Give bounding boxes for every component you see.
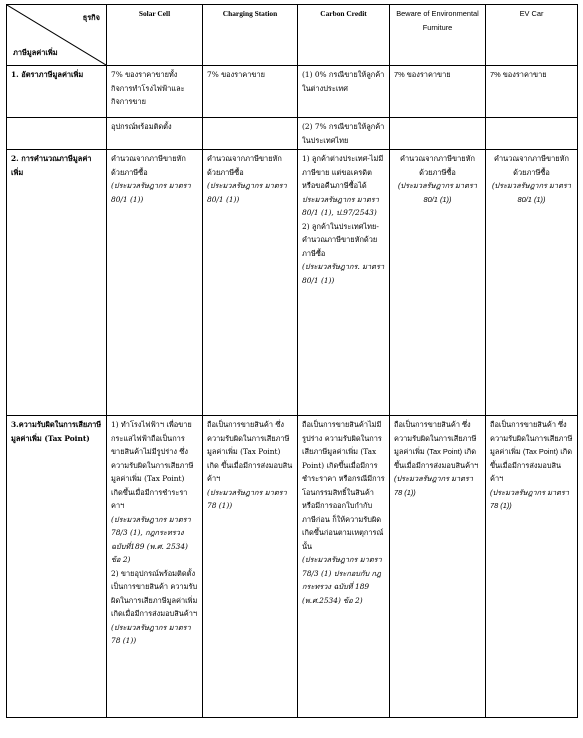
- table-row-calculation: [7, 150, 578, 416]
- cell-charging-rate: 7% ของราคาขาย: [203, 66, 298, 118]
- beware-calc-ref: (ประมวลรัษฎากร มาตรา 80/1 (1)): [397, 181, 478, 204]
- ev-taxpoint-ref: (ประมวลรัษฎากร มาตรา 78 (1)): [490, 487, 570, 510]
- cell-beware-calc: [390, 150, 486, 416]
- corner-header-cell: [7, 5, 107, 66]
- solar-taxpoint-ref-1: (ประมวลรัษฎากร มาตรา 78/3 (1), กฎกระทรวง ฉบับที่189 (พ.ศ. 2534) ข้อ 2): [111, 514, 191, 564]
- cell-solar-taxpoint: [107, 416, 203, 718]
- column-header-ev: EV Car: [486, 5, 578, 66]
- row-label-tax-point: 3.ความรับผิดในการเสียภาษีมูลค่าเพิ่ม (Tax Point): [7, 416, 107, 718]
- cell-carbon-rate: (1) 0% กรณีขายให้ลูกค้าในต่างประเทศ: [298, 66, 390, 118]
- table-row-tax-point: [7, 416, 578, 718]
- column-header-solar: Solar Cell: [107, 5, 203, 66]
- column-header-charging: Charging Station: [203, 5, 298, 66]
- cell-ev-calc: [486, 150, 578, 416]
- cell-carbon-calc: [298, 150, 390, 416]
- charging-calc-text: คำนวณจากภาษีขายหักด้วยภาษีซื้อ: [207, 154, 282, 177]
- beware-taxpoint-ref: (ประมวลรัษฎากร มาตรา 78 (1)): [394, 474, 474, 497]
- cell-charging-taxpoint: [203, 416, 298, 718]
- carbon-calc-ref-2: (ประมวลรัษฎากร. มาตรา 80/1 (1)): [302, 262, 385, 285]
- vat-comparison-table: [6, 4, 578, 718]
- carbon-calc-item-2: 2) ลูกค้าในประเทศไทย-คำนวณภาษีขายหักด้วยภาษีซื้อ: [302, 221, 379, 258]
- cell-beware-rate: 7% ของราคาขาย: [390, 66, 486, 118]
- cell-ev-empty: [486, 118, 578, 150]
- header-row: [7, 5, 578, 66]
- beware-calc-text: คำนวณจากภาษีขายหักด้วยภาษีซื้อ: [400, 154, 475, 177]
- ev-calc-text: คำนวณจากภาษีขายหักด้วยภาษีซื้อ: [494, 154, 569, 177]
- cell-ev-taxpoint: [486, 416, 578, 718]
- charging-taxpoint-ref: (ประมวลรัษฎากร มาตรา 78 (1)): [207, 487, 287, 510]
- beware-taxpoint-text: ถือเป็นการขายสินค้า ซึ่งความรับผิดในการเสียภาษีมูลค่าเพิ่ม (Tax Point) เกิด ขึ้นเมื่อมีการส่งมอบสินค้าฯ: [394, 420, 479, 470]
- cell-carbon-rate-cont: (2) 7% กรณีขายให้ลูกค้าในประเทศไทย: [298, 118, 390, 150]
- carbon-taxpoint-ref: (ประมวลรัษฎากร มาตรา 78/3 (1) ประกอบกับ กฎกระทรวง ฉบับที่ 189 (พ.ศ.2534) ข้อ 2): [302, 555, 382, 605]
- cell-charging-calc: [203, 150, 298, 416]
- solar-taxpoint-item-1: 1) ทำโรงไฟฟ้าฯ เพื่อขายกระแสไฟฟ้าถือเป็นการขายสินค้าไม่มีรูปร่าง ซึ่งความรับผิดในการเสียภาษีมูลค่าเพิ่ม (Tax Point) เกิดขึ้นเมื่อมีการชำระราคาฯ: [111, 420, 194, 510]
- row-label-empty: [7, 118, 107, 150]
- cell-beware-taxpoint: [390, 416, 486, 718]
- charging-calc-ref: (ประมวลรัษฎากร มาตรา 80/1 (1)): [207, 181, 287, 204]
- carbon-taxpoint-text: ถือเป็นการขายสินค้าไม่มีรูปร่าง ความรับผิดในการเสียภาษีมูลค่าเพิ่ม (Tax Point) เกิดขึ้นเมื่อมีการชำระราคา หรือกรณีมีการโอนกรรมสิทธิ์ในสินค้า หรือมีการออกใบกำกับภาษีก่อน ก็ให้ความรับผิดเกิดขึ้นก่อนตามเหตุการณ์นั้น: [302, 420, 385, 551]
- cell-charging-empty: [203, 118, 298, 150]
- corner-bottom-label: ภาษีมูลค่าเพิ่ม: [13, 47, 58, 57]
- row-label-calculation: 2. การคำนวณภาษีมูลค่าเพิ่ม: [7, 150, 107, 416]
- row-label-rate: 1. อัตราภาษีมูลค่าเพิ่ม: [7, 66, 107, 118]
- ev-calc-ref: (ประมวลรัษฎากร มาตรา 80/1 (1)): [491, 181, 572, 204]
- solar-taxpoint-ref-2: (ประมวลรัษฎากร มาตรา 78 (1)): [111, 622, 191, 645]
- cell-solar-calc: [107, 150, 203, 416]
- table-row-rate-cont: [7, 118, 578, 150]
- charging-taxpoint-text: ถือเป็นการขายสินค้า ซึ่งความรับผิดในการเสียภาษีมูลค่าเพิ่ม (Tax Point) เกิด ขึ้นเมื่อมีการส่งมอบสินค้าฯ: [207, 420, 293, 483]
- solar-calc-text: คำนวณจากภาษีขายหักด้วยภาษีซื้อ: [111, 154, 186, 177]
- carbon-calc-ref-1: ประมวลรัษฎากร มาตรา 80/1 (1), ป.97/2543): [302, 194, 379, 217]
- carbon-calc-item-1: 1) ลูกค้าต่างประเทศ-ไม่มีภาษีขาย แต่ขอเครดิตหรือขอคืนภาษีซื้อได้: [302, 154, 384, 190]
- cell-solar-rate: 7% ของราคาขายทั้งกิจการทำโรงไฟฟ้าและกิจการขาย: [107, 66, 203, 118]
- table-row-rate: [7, 66, 578, 118]
- cell-solar-rate-cont: อุปกรณ์พร้อมติดตั้ง: [107, 118, 203, 150]
- cell-carbon-taxpoint: [298, 416, 390, 718]
- column-header-beware: Beware of Environmental Furniture: [390, 5, 486, 66]
- cell-ev-rate: 7% ของราคาขาย: [486, 66, 578, 118]
- corner-top-label: ธุรกิจ: [82, 13, 100, 22]
- ev-taxpoint-text: ถือเป็นการขายสินค้า ซึ่งความรับผิดในการเสียภาษีมูลค่าเพิ่ม (Tax Point) เกิด ขึ้นเมื่อมีการส่งมอบสินค้าฯ: [490, 420, 573, 483]
- cell-beware-empty: [390, 118, 486, 150]
- column-header-carbon: Carbon Credit: [298, 5, 390, 66]
- solar-calc-ref: (ประมวลรัษฎากร มาตรา 80/1 (1)): [111, 181, 191, 204]
- solar-taxpoint-item-2: 2) ขายอุปกรณ์พร้อมติดตั้ง เป็นการขายสินค้า ความรับผิดในการเสียภาษีมูลค่าเพิ่มเกิดเมื่อมีการส่งมอบสินค้าฯ: [111, 568, 198, 618]
